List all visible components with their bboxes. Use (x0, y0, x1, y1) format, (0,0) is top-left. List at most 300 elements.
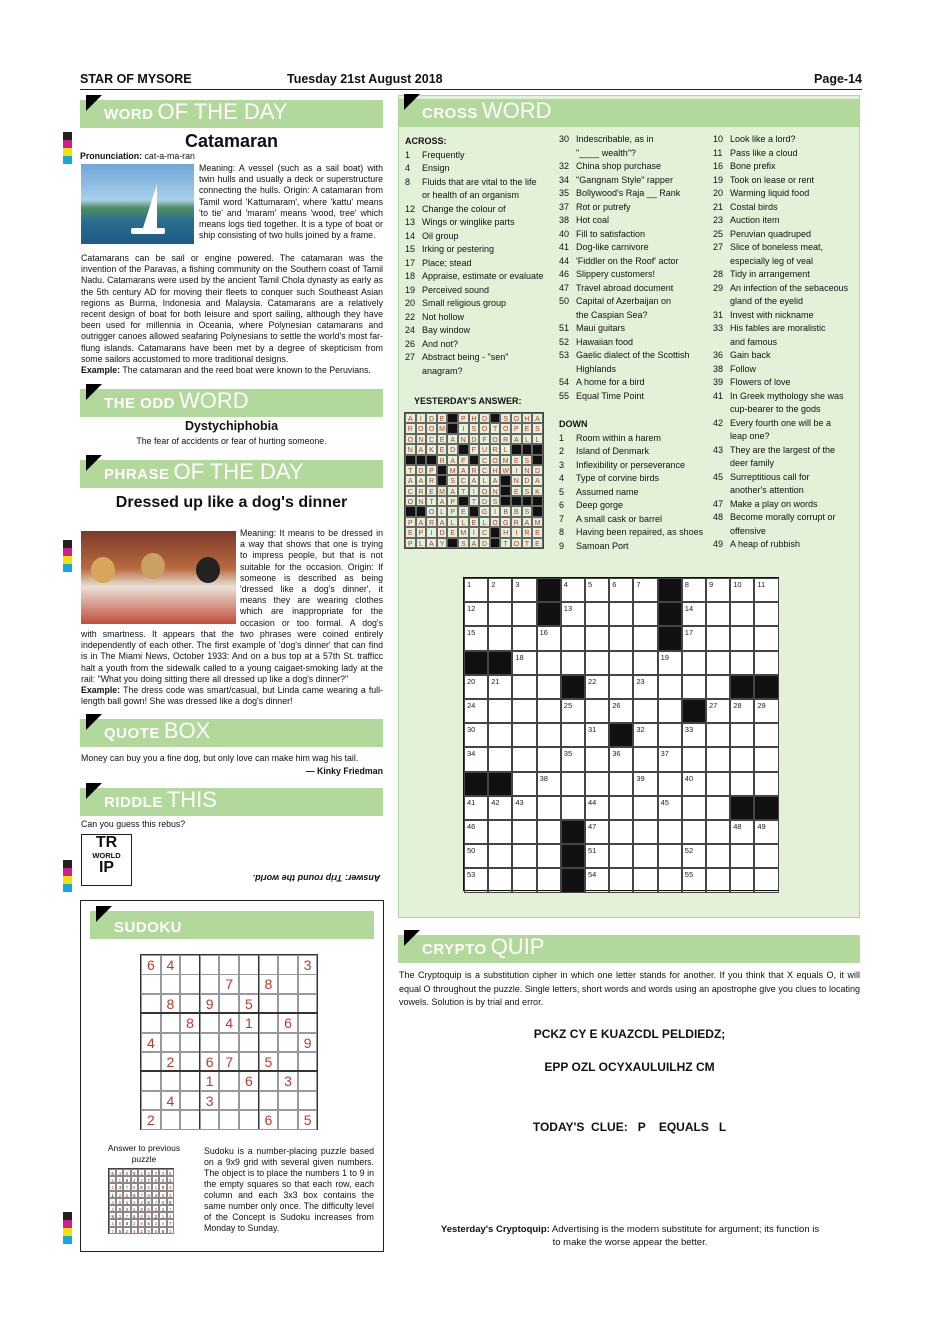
grid-cell[interactable] (609, 602, 633, 626)
grid-cell[interactable] (633, 699, 657, 723)
clue-number: 27 (713, 242, 724, 252)
grid-cell[interactable] (512, 868, 536, 892)
sudoku-cell[interactable] (219, 1110, 239, 1130)
grid-cell[interactable] (585, 699, 609, 723)
sudoku-cell[interactable] (239, 1110, 259, 1130)
grid-cell[interactable]: 16 (537, 626, 561, 650)
clue-item (405, 351, 555, 365)
grid-cell[interactable]: 45 (658, 796, 682, 820)
sudoku-cell[interactable] (219, 994, 239, 1014)
prev-answer-cell: 6 (123, 1219, 130, 1226)
grid-cell[interactable] (706, 868, 730, 892)
sudoku-cell[interactable] (278, 1110, 298, 1130)
clue-number: 24 (405, 325, 416, 335)
grid-cell[interactable] (537, 796, 561, 820)
clue-text: Look like a lord? (730, 134, 796, 144)
grid-cell[interactable] (730, 772, 754, 796)
clue-item (405, 243, 555, 257)
grid-cell[interactable] (488, 747, 512, 771)
grid-cell[interactable] (658, 820, 682, 844)
sudoku-cell[interactable] (298, 994, 318, 1014)
grid-cell[interactable]: 9 (706, 578, 730, 602)
grid-cell[interactable]: 20 (464, 675, 488, 699)
grid-cell[interactable] (706, 747, 730, 771)
grid-cell[interactable] (658, 675, 682, 699)
grid-cell[interactable] (609, 868, 633, 892)
grid-cell[interactable]: 46 (464, 820, 488, 844)
grid-cell[interactable]: 23 (633, 675, 657, 699)
clue-number (713, 295, 730, 309)
yesterday-cell: S (469, 423, 480, 433)
grid-cell[interactable] (633, 626, 657, 650)
yesterday-cell: I (511, 527, 522, 537)
grid-cell[interactable] (585, 602, 609, 626)
clue-number (713, 430, 730, 444)
sudoku-cell[interactable] (180, 1052, 200, 1072)
grid-cell[interactable] (706, 820, 730, 844)
yesterday-cell: L (458, 517, 469, 527)
grid-cell[interactable] (658, 868, 682, 892)
grid-cell[interactable]: 44 (585, 796, 609, 820)
cryptoquip-banner: CRYPTO QUIP (398, 935, 860, 963)
grid-cell[interactable] (537, 844, 561, 868)
yesterday-cell: E (437, 413, 448, 423)
grid-cell[interactable] (537, 820, 561, 844)
grid-cell[interactable] (585, 626, 609, 650)
yesterday-cell: A (511, 434, 522, 444)
grid-cell[interactable]: 15 (464, 626, 488, 650)
yesterday-cell: L (479, 475, 490, 485)
yesterday-cell: C (479, 465, 490, 475)
yesterday-cell: O (426, 506, 437, 516)
yesterday-cell: P (405, 517, 416, 527)
prev-answer-cell: 9 (131, 1169, 138, 1176)
clue-item (559, 187, 709, 201)
grid-cell[interactable] (730, 747, 754, 771)
grid-cell[interactable]: 22 (585, 675, 609, 699)
grid-cell[interactable] (754, 626, 778, 650)
yesterday-cell: P (405, 538, 416, 548)
grid-block (682, 699, 706, 723)
grid-block (730, 675, 754, 699)
grid-cell[interactable]: 10 (730, 578, 754, 602)
grid-cell[interactable] (512, 772, 536, 796)
grid-cell[interactable] (706, 626, 730, 650)
clue-text: Small religious group (422, 298, 507, 308)
prev-answer-cell: 2 (167, 1176, 174, 1183)
grid-cell[interactable] (754, 772, 778, 796)
grid-cell[interactable]: 27 (706, 699, 730, 723)
grid-cell[interactable] (488, 820, 512, 844)
grid-cell[interactable] (512, 747, 536, 771)
grid-cell[interactable] (512, 723, 536, 747)
grid-cell[interactable]: 52 (682, 844, 706, 868)
sudoku-cell: 7 (219, 1052, 239, 1072)
sudoku-cell[interactable] (259, 994, 279, 1014)
yesterday-label: YESTERDAY'S ANSWER: (414, 396, 522, 406)
grid-cell[interactable]: 36 (609, 747, 633, 771)
prev-answer-cell: 8 (116, 1219, 123, 1226)
grid-block (561, 844, 585, 868)
grid-cell[interactable]: 19 (658, 651, 682, 675)
prev-answer-cell: 9 (145, 1191, 152, 1198)
grid-cell[interactable]: 3 (512, 578, 536, 602)
clue-number (559, 363, 576, 377)
grid-cell[interactable] (537, 651, 561, 675)
grid-cell[interactable] (658, 772, 682, 796)
yesterday-cell (437, 465, 448, 475)
sudoku-cell[interactable] (180, 955, 200, 975)
sudoku-cell[interactable] (298, 1071, 318, 1091)
yesterday-cell: S (522, 486, 533, 496)
grid-cell[interactable] (730, 626, 754, 650)
grid-cell[interactable]: 50 (464, 844, 488, 868)
cryptoquip-yesterday (440, 1223, 820, 1249)
grid-cell[interactable] (609, 651, 633, 675)
sudoku-cell[interactable] (278, 994, 298, 1014)
sudoku-cell[interactable] (161, 1110, 181, 1130)
grid-cell[interactable] (706, 844, 730, 868)
grid-cell[interactable] (633, 844, 657, 868)
sudoku-cell[interactable] (278, 1052, 298, 1072)
grid-cell[interactable] (512, 844, 536, 868)
yesterday-cell: M (532, 517, 543, 527)
grid-cell[interactable]: 40 (682, 772, 706, 796)
clue-number: 50 (559, 296, 570, 306)
grid-cell[interactable] (754, 747, 778, 771)
clue-text: Abstract being - "sen" (422, 352, 509, 362)
grid-block (754, 675, 778, 699)
grid-cell[interactable] (512, 820, 536, 844)
example-label: Example: (81, 365, 121, 375)
grid-cell[interactable] (682, 820, 706, 844)
grid-cell[interactable] (609, 675, 633, 699)
prev-answer-cell: 2 (152, 1212, 159, 1219)
grid-cell[interactable]: 42 (488, 796, 512, 820)
grid-cell[interactable] (609, 820, 633, 844)
grid-cell[interactable] (706, 772, 730, 796)
grid-cell[interactable] (512, 675, 536, 699)
grid-cell[interactable] (537, 699, 561, 723)
grid-cell[interactable]: 32 (633, 723, 657, 747)
grid-cell[interactable] (730, 844, 754, 868)
grid-cell[interactable] (633, 651, 657, 675)
sudoku-cell[interactable] (200, 974, 220, 994)
grid-cell[interactable]: 11 (754, 578, 778, 602)
sudoku-cell[interactable] (180, 1091, 200, 1111)
prev-answer-cell: 8 (159, 1176, 166, 1183)
yesterday-cell: M (458, 527, 469, 537)
yesterday-cell: A (405, 475, 416, 485)
grid-cell[interactable] (633, 747, 657, 771)
grid-cell[interactable]: 25 (561, 699, 585, 723)
grid-cell[interactable]: 5 (585, 578, 609, 602)
grid-cell[interactable]: 12 (464, 602, 488, 626)
grid-cell[interactable] (609, 772, 633, 796)
issue-date: Tuesday 21st August 2018 (287, 72, 443, 86)
sudoku-cell[interactable] (141, 1052, 161, 1072)
prev-answer-cell: 3 (159, 1169, 166, 1176)
grid-cell[interactable] (561, 723, 585, 747)
clue-number (713, 403, 730, 417)
grid-cell[interactable] (682, 675, 706, 699)
clue-number (405, 365, 422, 379)
grid-cell[interactable] (658, 699, 682, 723)
clue-item (559, 295, 709, 309)
grid-cell[interactable]: 2 (488, 578, 512, 602)
grid-cell[interactable]: 8 (682, 578, 706, 602)
grid-cell[interactable] (609, 844, 633, 868)
sudoku-cell[interactable] (180, 994, 200, 1014)
grid-cell[interactable]: 35 (561, 747, 585, 771)
yesterday-cell (532, 496, 543, 506)
clue-item (559, 486, 709, 500)
grid-cell[interactable] (585, 772, 609, 796)
sudoku-cell[interactable] (259, 1071, 279, 1091)
yesterday-cell: D (532, 465, 543, 475)
grid-cell[interactable] (585, 747, 609, 771)
grid-cell[interactable] (754, 844, 778, 868)
yesterday-cell: W (500, 465, 511, 475)
grid-cell[interactable]: 29 (754, 699, 778, 723)
grid-cell[interactable]: 33 (682, 723, 706, 747)
sudoku-cell[interactable] (141, 994, 161, 1014)
sudoku-cell[interactable] (239, 1091, 259, 1111)
grid-cell[interactable] (730, 868, 754, 892)
prev-answer-cell: 4 (159, 1219, 166, 1226)
yesterday-cell: A (405, 413, 416, 423)
sudoku-cell[interactable] (278, 1091, 298, 1111)
sudoku-cell[interactable] (161, 1013, 181, 1033)
clue-text: Appraise, estimate or evaluate (422, 271, 544, 281)
yesterday-cell (500, 475, 511, 485)
clue-text: "____ wealth"? (576, 147, 636, 158)
sudoku-cell[interactable] (180, 1033, 200, 1053)
grid-cell[interactable]: 31 (585, 723, 609, 747)
grid-cell[interactable] (754, 723, 778, 747)
grid-cell[interactable] (561, 626, 585, 650)
sudoku-cell[interactable] (298, 974, 318, 994)
grid-cell[interactable] (609, 626, 633, 650)
grid-cell[interactable]: 13 (561, 602, 585, 626)
grid-cell[interactable]: 18 (512, 651, 536, 675)
prev-answer-cell: 3 (138, 1176, 145, 1183)
grid-cell[interactable] (609, 796, 633, 820)
sudoku-cell[interactable] (161, 1033, 181, 1053)
clue-text: Slice of boneless meat, (730, 242, 824, 252)
prev-answer-cell: 2 (131, 1219, 138, 1226)
sudoku-cell[interactable] (219, 1071, 239, 1091)
grid-cell[interactable] (585, 651, 609, 675)
grid-cell[interactable] (706, 796, 730, 820)
grid-cell[interactable] (561, 772, 585, 796)
clue-item (713, 214, 858, 228)
prev-answer-cell: 1 (152, 1183, 159, 1190)
sudoku-cell[interactable] (278, 1033, 298, 1053)
sudoku-cell[interactable] (239, 955, 259, 975)
sudoku-cell[interactable] (180, 974, 200, 994)
grid-cell[interactable]: 4 (561, 578, 585, 602)
sudoku-cell[interactable] (278, 974, 298, 994)
grid-cell[interactable]: 51 (585, 844, 609, 868)
yesterday-cell: R (426, 475, 437, 485)
grid-cell[interactable] (561, 796, 585, 820)
grid-block (658, 578, 682, 602)
clue-item (713, 295, 858, 309)
grid-cell[interactable]: 7 (633, 578, 657, 602)
grid-cell[interactable]: 49 (754, 820, 778, 844)
grid-cell[interactable] (633, 796, 657, 820)
grid-cell[interactable] (537, 675, 561, 699)
grid-cell[interactable] (488, 844, 512, 868)
grid-cell[interactable]: 34 (464, 747, 488, 771)
sudoku-cell[interactable] (219, 1091, 239, 1111)
yesterday-cell: D (479, 496, 490, 506)
pronunciation: cat-a-ma-ran (144, 151, 195, 161)
grid-cell[interactable] (706, 602, 730, 626)
grid-cell[interactable] (633, 602, 657, 626)
grid-cell[interactable]: 28 (730, 699, 754, 723)
grid-cell[interactable]: 24 (464, 699, 488, 723)
sudoku-cell[interactable] (141, 1091, 161, 1111)
grid-cell[interactable] (730, 651, 754, 675)
clue-number: 38 (713, 363, 724, 374)
sudoku-cell[interactable] (298, 1091, 318, 1111)
grid-cell[interactable] (754, 651, 778, 675)
sudoku-banner: SUDOKU (90, 911, 374, 939)
sudoku-cell[interactable] (259, 1091, 279, 1111)
grid-cell[interactable] (537, 723, 561, 747)
sudoku-cell[interactable] (239, 1033, 259, 1053)
grid-cell[interactable]: 14 (682, 602, 706, 626)
grid-cell[interactable]: 43 (512, 796, 536, 820)
prev-answer-cell: 6 (109, 1169, 116, 1176)
sudoku-cell[interactable] (200, 1033, 220, 1053)
grid-cell[interactable] (537, 747, 561, 771)
prev-answer-cell: 9 (138, 1219, 145, 1226)
sudoku-cell[interactable] (161, 1071, 181, 1091)
grid-cell[interactable] (754, 868, 778, 892)
sudoku-cell[interactable] (200, 1110, 220, 1130)
grid-cell[interactable] (706, 675, 730, 699)
yesterday-cell: U (479, 444, 490, 454)
grid-cell[interactable]: 30 (464, 723, 488, 747)
sudoku-cell[interactable] (278, 955, 298, 975)
grid-cell[interactable] (706, 723, 730, 747)
grid-cell[interactable]: 37 (658, 747, 682, 771)
grid-cell[interactable] (706, 651, 730, 675)
grid-cell[interactable]: 47 (585, 820, 609, 844)
grid-cell[interactable] (537, 868, 561, 892)
sudoku-cell[interactable] (219, 955, 239, 975)
clue-text: Slippery customers! (576, 269, 656, 279)
grid-cell[interactable]: 38 (537, 772, 561, 796)
grid-cell[interactable]: 55 (682, 868, 706, 892)
grid-cell[interactable]: 54 (585, 868, 609, 892)
clue-item (713, 160, 858, 174)
prev-answer-cell: 5 (116, 1227, 123, 1234)
sudoku-cell[interactable] (259, 1033, 279, 1053)
grid-cell[interactable] (488, 723, 512, 747)
sudoku-cell[interactable] (298, 1052, 318, 1072)
clue-text: or health of an organism (422, 190, 520, 200)
yesterday-cell: K (532, 486, 543, 496)
prev-answer-cell: 4 (167, 1212, 174, 1219)
yesterday-cell: P (447, 496, 458, 506)
grid-cell[interactable]: 21 (488, 675, 512, 699)
sudoku-cell[interactable] (141, 974, 161, 994)
grid-cell[interactable]: 6 (609, 578, 633, 602)
yesterday-cell: T (500, 538, 511, 548)
grid-cell[interactable] (682, 796, 706, 820)
sudoku-cell[interactable] (180, 1110, 200, 1130)
odd-word-meaning: The fear of accidents or fear of hurting someone. (136, 436, 327, 446)
grid-cell[interactable] (488, 626, 512, 650)
grid-cell[interactable] (730, 602, 754, 626)
sudoku-cell[interactable] (161, 974, 181, 994)
clue-text: the Caspian Sea? (576, 309, 648, 320)
sudoku-cell[interactable] (200, 955, 220, 975)
sudoku-cell[interactable] (239, 1052, 259, 1072)
grid-cell[interactable] (488, 868, 512, 892)
grid-cell[interactable] (658, 723, 682, 747)
clue-item (559, 499, 709, 513)
grid-cell[interactable] (488, 602, 512, 626)
yesterday-cell: S (532, 423, 543, 433)
grid-cell[interactable] (488, 699, 512, 723)
sudoku-cell: 6 (141, 955, 161, 975)
grid-cell[interactable] (730, 723, 754, 747)
grid-cell[interactable]: 17 (682, 626, 706, 650)
sudoku-cell[interactable] (219, 1033, 239, 1053)
grid-cell[interactable] (512, 699, 536, 723)
grid-cell[interactable]: 53 (464, 868, 488, 892)
prev-answer-cell: 4 (167, 1183, 174, 1190)
grid-cell[interactable] (512, 602, 536, 626)
cryptoquip-line2: EPP OZL OCYXAULUILHZ CM (544, 1060, 715, 1074)
prev-answer-cell: 3 (109, 1198, 116, 1205)
grid-cell[interactable]: 41 (464, 796, 488, 820)
sudoku-cell[interactable] (180, 1071, 200, 1091)
clue-item (559, 513, 709, 527)
grid-cell[interactable] (754, 602, 778, 626)
grid-cell[interactable] (633, 820, 657, 844)
sudoku-cell[interactable] (200, 1013, 220, 1033)
yesterday-cell (500, 496, 511, 506)
pron-label: Pronunciation: (80, 151, 143, 161)
sudoku-cell[interactable] (259, 1013, 279, 1033)
sudoku-cell[interactable] (141, 1071, 161, 1091)
grid-cell[interactable] (658, 844, 682, 868)
grid-cell[interactable]: 39 (633, 772, 657, 796)
grid-cell[interactable] (633, 868, 657, 892)
yesterday-cell: I (469, 486, 480, 496)
grid-cell[interactable] (682, 747, 706, 771)
sudoku-cell[interactable] (141, 1013, 161, 1033)
yesterday-cell: C (426, 434, 437, 444)
grid-cell[interactable]: 26 (609, 699, 633, 723)
sudoku-cell[interactable] (239, 974, 259, 994)
grid-cell[interactable]: 1 (464, 578, 488, 602)
grid-cell[interactable] (682, 651, 706, 675)
grid-cell[interactable] (512, 626, 536, 650)
sudoku-cell[interactable] (259, 955, 279, 975)
yesterday-cell: F (469, 444, 480, 454)
yesterday-cell: M (447, 465, 458, 475)
grid-cell[interactable]: 48 (730, 820, 754, 844)
grid-cell[interactable] (561, 651, 585, 675)
sudoku-cell[interactable] (298, 1013, 318, 1033)
